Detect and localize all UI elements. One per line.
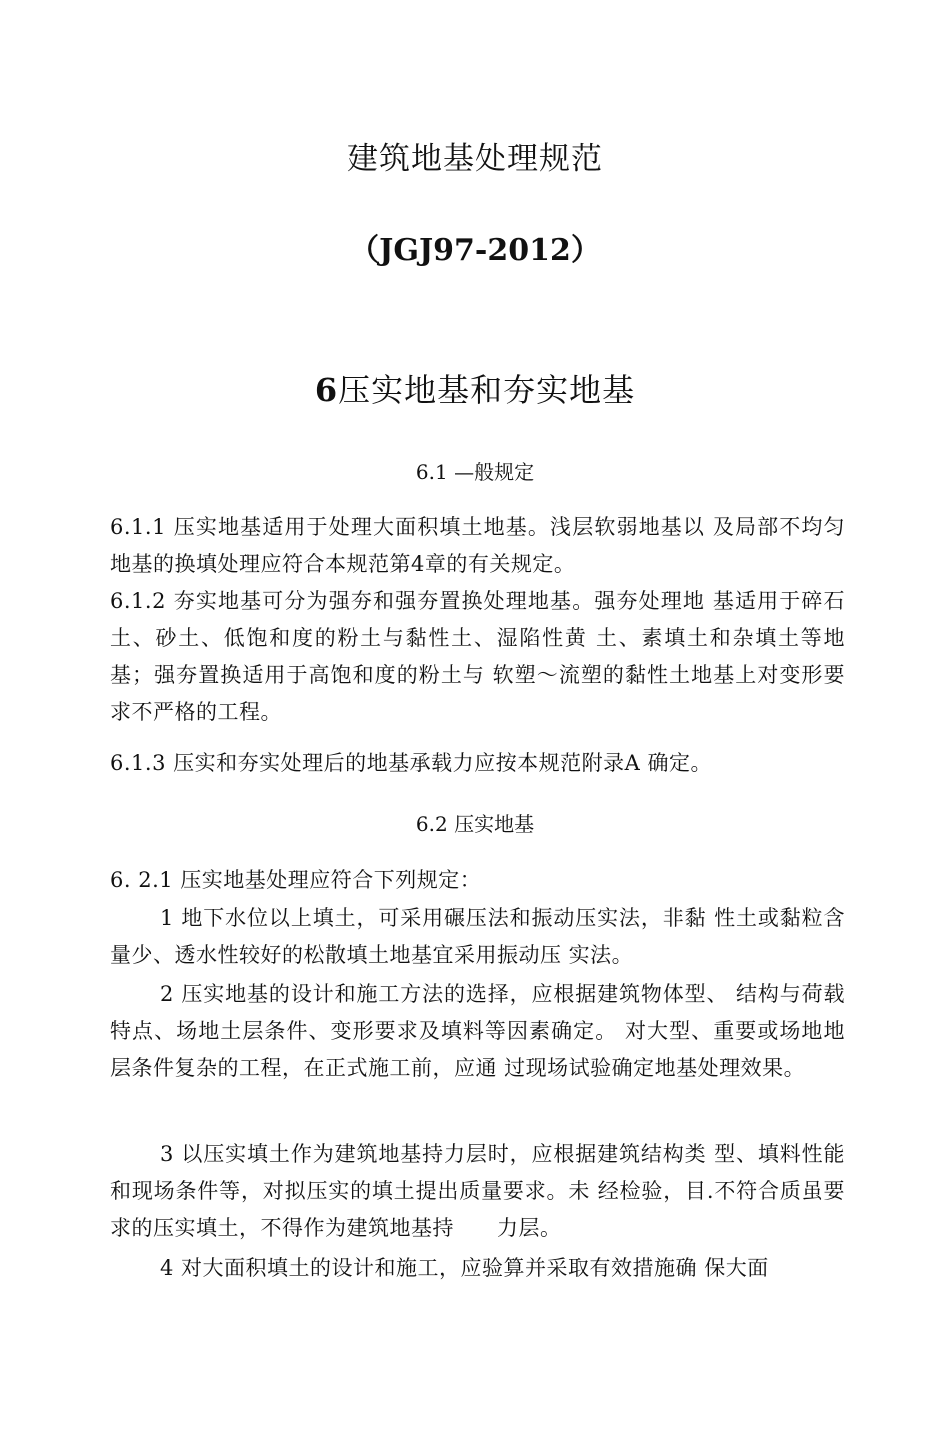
chapter-number: 6 (314, 371, 339, 409)
clause-6-1-1: 6.1.1 压实地基适用于处理大面积填土地基。浅层软弱地基以 及局部不均匀地基的换填处理应符合本规范第4章的有关规定。 (110, 515, 845, 576)
chapter-heading (0, 365, 950, 411)
section-heading-6-2: 6.2 压实地基 (415, 812, 535, 836)
chapter-title-text: 压实地基和夯实地基 (338, 371, 636, 409)
clause-6-1-2: 6.1.2 夯实地基可分为强夯和强夯置换处理地基。强夯处理地 基适用于碎石土、砂土、低饱和度的粉土与黏性土、湿陷性黄 土、素填土和杂填土等地基；强夯置换适用于高饱和度的粉土与 软塑〜流塑的黏性土地基上对变形要求不严格的工程。 (110, 589, 845, 724)
clause-6-2-1-item-4: 4 对大面积填土的设计和施工，应验算并采取有效措施确 保大面 (160, 1256, 769, 1280)
clause-6-1-3: 6.1.3 压实和夯实处理后的地基承载力应按本规范附录A 确定。 (110, 751, 712, 775)
document-title: 建筑地基处理规范 (347, 141, 603, 177)
standard-code: （JGJ97-2012） (349, 233, 601, 268)
clause-6-2-1-item-2: 2 压实地基的设计和施工方法的选择，应根据建筑物体型、 结构与荷载特点、场地土层条件、变形要求及填料等因素确定。 对大型、重要或场地地层条件复杂的工程，在正式施工前，应通 过现场试验确定地基处理效果。 (110, 982, 845, 1080)
section-heading-6-1: 6.1 —般规定 (415, 460, 535, 484)
clause-6-2-1: 6. 2.1 压实地基处理应符合下列规定： (110, 868, 482, 892)
clause-6-2-1-item-1: 1 地下水位以上填土，可采用碾压法和振动压实法，非黏 性土或黏粒含量少、透水性较好的松散填土地基宜采用振动压 实法。 (110, 906, 845, 967)
clause-6-2-1-item-3: 3 以压实填土作为建筑地基持力层时，应根据建筑结构类 型、填料性能和现场条件等，对拟压实的填土提出质量要求。未 经检验，目.不符合质虽要求的压实填土，不得作为建筑地基持 力层。 (110, 1142, 845, 1240)
